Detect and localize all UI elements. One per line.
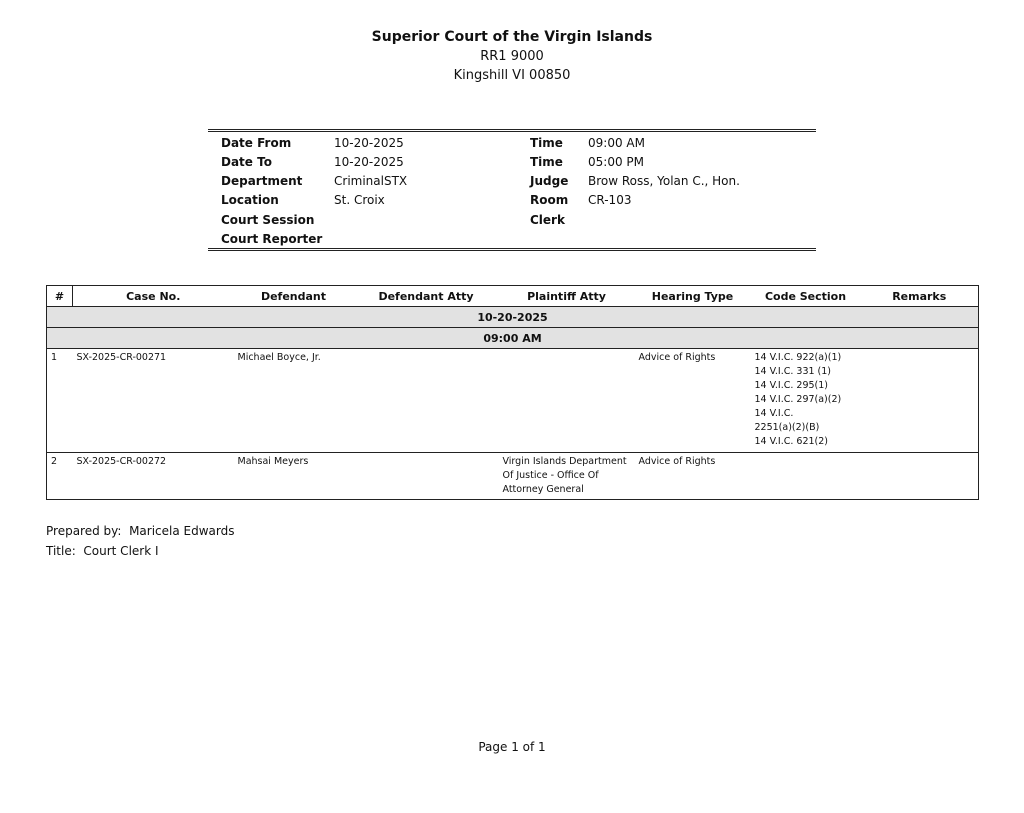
court-name: Superior Court of the Virgin Islands [371,29,653,45]
code-section-cell [751,349,861,453]
code-section-line: 14 V.I.C. 331 (1) [754,366,832,377]
time-group-label: 09:00 AM [47,328,979,349]
prepared-by-block [46,521,234,561]
date-from-value: 10-20-2025 [334,136,404,150]
clerk-label: Clerk [530,213,565,227]
court-session-label: Court Session [221,213,315,227]
prepared-by-name: Maricela Edwards [129,524,235,538]
case-number: SX-2025-CR-00272 [76,456,167,467]
session-info-block [208,129,816,251]
title-line [46,541,234,561]
prepared-by-label: Prepared by: [46,524,122,538]
date-to-value: 10-20-2025 [334,155,404,169]
page-number: Page 1 of 1 [478,740,546,754]
col-header-remarks: Remarks [861,286,979,307]
time-group-row [47,328,979,349]
code-section-line: 14 V.I.C. 297(a)(2) [754,394,842,405]
case-number: SX-2025-CR-00271 [73,349,234,453]
col-header-case-no: Case No. [73,286,234,307]
row-number: 1 [47,349,73,453]
date-group-label: 10-20-2025 [47,307,979,328]
col-header-defendant: Defendant [234,286,354,307]
table-row [47,453,979,500]
code-section-cell [751,453,861,500]
judge-label: Judge [530,174,569,188]
defendant-atty [354,453,499,500]
code-section-line: 14 V.I.C. 295(1) [754,380,828,391]
title-value: Court Clerk I [83,544,159,558]
prepared-by-line [46,521,234,541]
code-section-line: 2251(a)(2)(B) [754,422,820,433]
room-label: Room [530,193,569,207]
date-to-label: Date To [221,155,272,169]
address-line-1: RR1 9000 [480,49,544,64]
defendant-name: Mahsai Meyers [237,456,309,467]
remarks [861,453,979,500]
col-header-defendant-atty: Defendant Atty [354,286,499,307]
code-section-line: 14 V.I.C. 621(2) [754,436,828,447]
col-header-code-section: Code Section [751,286,861,307]
time-from-label: Time [530,136,563,150]
col-header-number: # [47,286,73,307]
code-section-line: 14 V.I.C. [754,408,794,419]
plaintiff-atty [499,349,635,453]
title-label: Title: [46,544,76,558]
hearing-type: Advice of Rights [635,349,751,453]
location-value: St. Croix [334,193,385,207]
defendant-name: Michael Boyce, Jr. [234,349,354,453]
court-reporter-label: Court Reporter [221,232,323,246]
hearing-schedule-table [46,285,979,500]
defendant-atty [354,349,499,453]
remarks [861,349,979,453]
location-label: Location [221,193,279,207]
col-header-plaintiff-atty: Plaintiff Atty [499,286,635,307]
table-row [47,349,979,453]
address-line-2: Kingshill VI 00850 [453,68,571,83]
table-header-row [47,286,979,307]
col-header-hearing-type: Hearing Type [635,286,751,307]
time-from-value: 09:00 AM [588,136,645,150]
time-to-label: Time [530,155,563,169]
code-section-line: 14 V.I.C. 922(a)(1) [754,352,842,363]
department-value: CriminalSTX [334,174,408,188]
date-from-label: Date From [221,136,292,150]
department-label: Department [221,174,303,188]
hearing-type: Advice of Rights [638,456,716,467]
room-value: CR-103 [588,193,632,207]
report-header [0,28,1024,85]
judge-value: Brow Ross, Yolan C., Hon. [588,174,740,188]
time-to-value: 05:00 PM [588,155,644,169]
date-group-row [47,307,979,328]
plaintiff-atty: Virgin Islands Department Of Justice - Office Of Attorney General [502,456,627,495]
row-number: 2 [51,456,58,467]
